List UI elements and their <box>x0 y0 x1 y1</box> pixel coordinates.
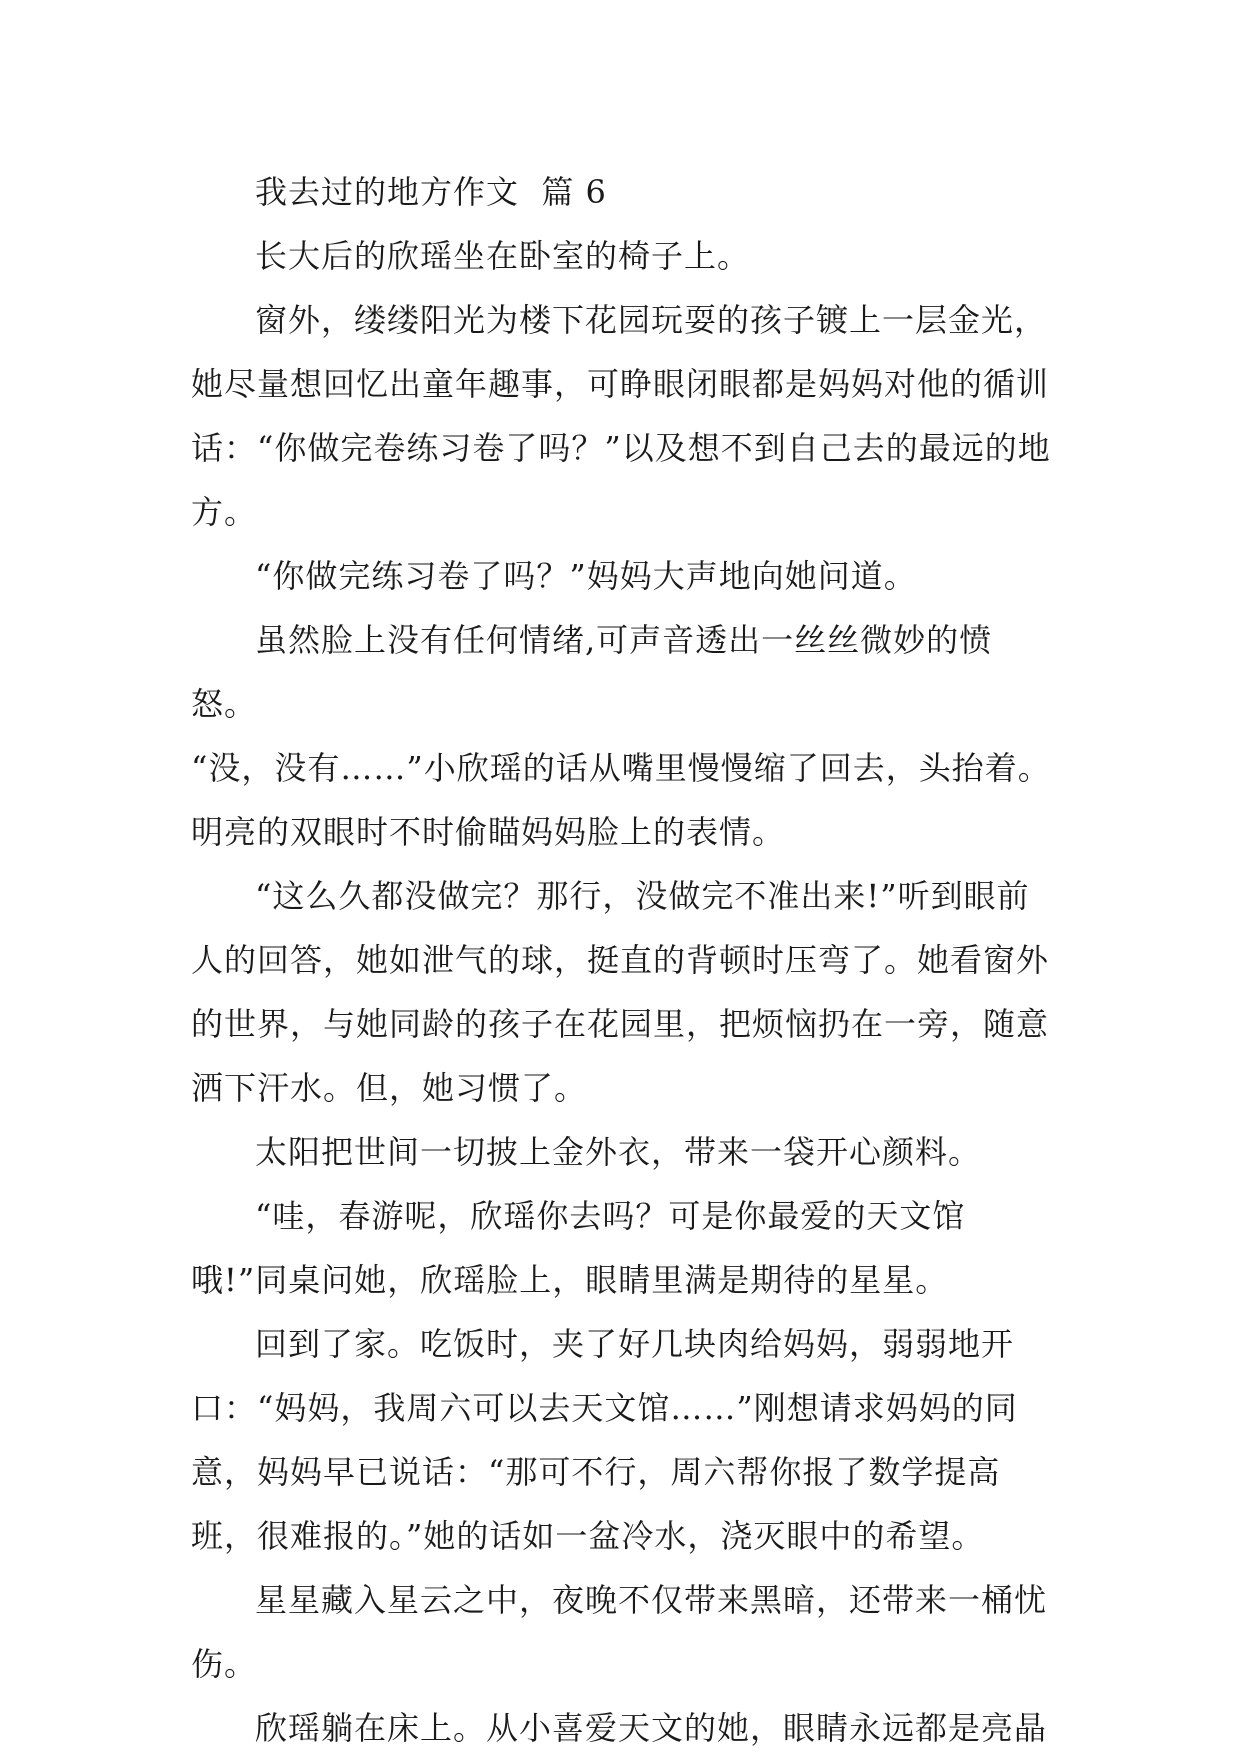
paragraph-4: 虽然脸上没有任何情绪,可声音透出一丝丝微妙的愤怒。 <box>191 621 993 723</box>
paragraph-8: “哇，春游呢，欣瑶你去吗？可是你最爱的天文馆哦!”同桌问她，欣瑶脸上，眼睛里满是期待的星星。 <box>191 1197 966 1299</box>
paragraph-7: 太阳把世间一切披上金外衣，带来一袋开心颜料。 <box>255 1133 982 1171</box>
paragraph-10: 星星藏入星云之中，夜晚不仅带来黑暗，还带来一桶忧伤。 <box>191 1581 1048 1683</box>
paragraph-6: “这么久都没做完？那行，没做完不准出来!”听到眼前人的回答，她如泄气的球，挺直的背顿时压弯了。她看窗外的世界，与她同龄的孩子在花园里，把烦恼扔在一旁，随意洒下汗水。但，她习惯了。 <box>191 877 1050 1107</box>
paragraph-9: 回到了家。吃饭时，夹了好几块肉给妈妈，弱弱地开口：“妈妈，我周六可以去天文馆……”刚想请求妈妈的同意，妈妈早已说话：“那可不行，周六帮你报了数学提高班，很难报的。”她的话如一盆冷水，浇灭眼中的希望。 <box>191 1325 1018 1555</box>
essay-heading: 我去过的地方作文 篇 6 <box>255 173 607 211</box>
paragraph-3: “你做完练习卷了吗？”妈妈大声地向她问道。 <box>255 557 917 595</box>
document-body <box>191 160 1051 1760</box>
paragraph-11: 欣瑶躺在床上。从小喜爱天文的她，眼睛永远都是亮晶 <box>255 1709 1048 1747</box>
paragraph-1: 长大后的欣瑶坐在卧室的椅子上。 <box>255 237 751 275</box>
paragraph-2: 窗外，缕缕阳光为楼下花园玩耍的孩子镀上一层金光，她尽量想回忆出童年趣事，可睁眼闭眼都是妈妈对他的循训话：“你做完卷练习卷了吗？”以及想不到自己去的最远的地方。 <box>191 301 1051 531</box>
paragraph-5: “没，没有……”小欣瑶的话从嘴里慢慢缩了回去，头抬着。明亮的双眼时不时偷瞄妈妈脸上的表情。 <box>191 749 1051 851</box>
